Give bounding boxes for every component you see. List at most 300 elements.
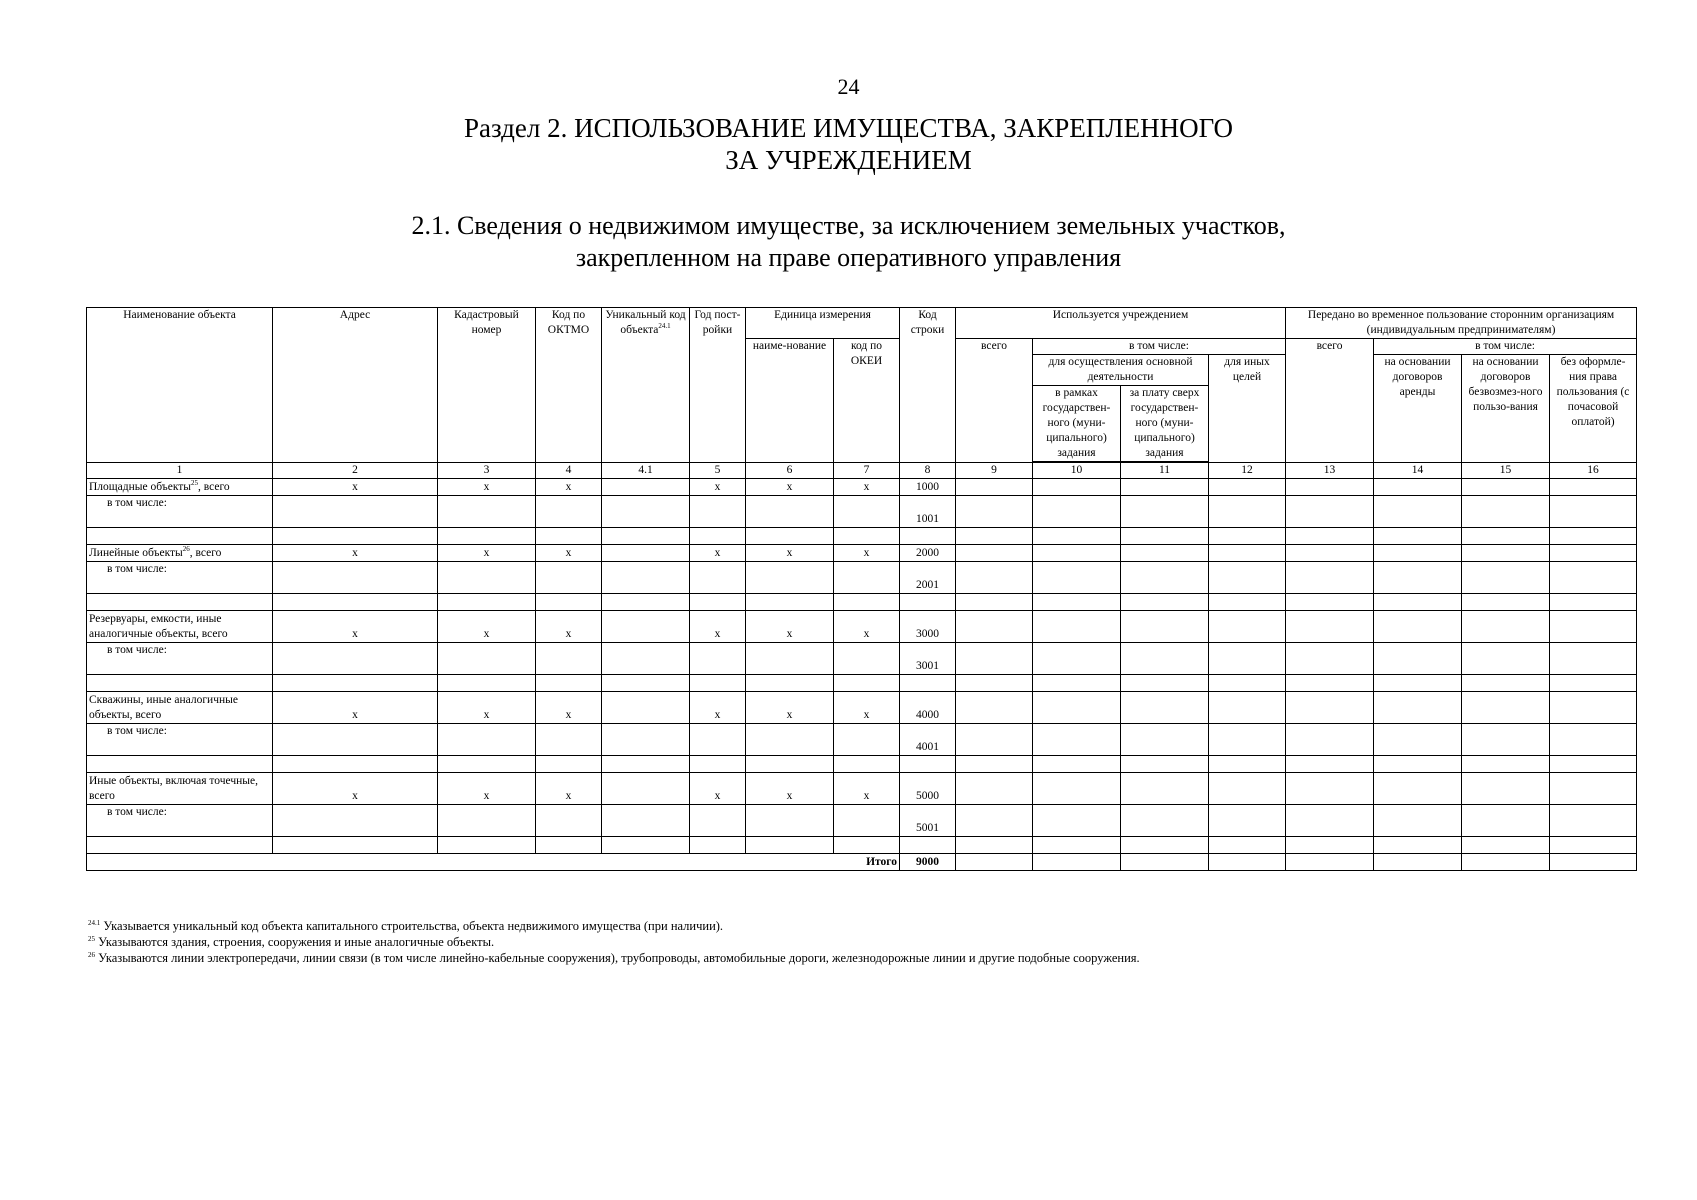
footnote-mark: 25 <box>88 934 95 943</box>
empty-cell <box>1033 854 1121 871</box>
section-title <box>0 112 1697 176</box>
footnote-mark: 26 <box>88 950 95 959</box>
empty-cell <box>1121 611 1209 643</box>
category-row <box>87 692 1637 724</box>
row-code: 5001 <box>900 805 956 837</box>
incl-label: в том числе: <box>87 496 273 528</box>
empty-cell <box>690 594 746 611</box>
empty-cell <box>1462 611 1550 643</box>
page-number: 24 <box>837 74 860 99</box>
empty-cell <box>87 837 273 854</box>
incl-label: в том числе: <box>87 805 273 837</box>
empty-cell <box>1033 805 1121 837</box>
empty-cell <box>1374 496 1462 528</box>
x-mark: x <box>273 692 438 724</box>
empty-cell <box>1121 837 1209 854</box>
empty-cell <box>602 528 690 545</box>
x-mark: x <box>746 545 834 562</box>
column-number: 8 <box>900 463 956 479</box>
empty-cell <box>1033 756 1121 773</box>
empty-cell <box>1550 611 1637 643</box>
empty-cell <box>1550 643 1637 675</box>
column-number: 15 <box>1462 463 1550 479</box>
header-used-paid: за плату сверх государствен-ного (муни-ципального) задания <box>1121 386 1209 462</box>
row-code: 4001 <box>900 724 956 756</box>
x-mark: x <box>273 479 438 496</box>
footnote-mark: 24.1 <box>88 918 101 927</box>
property-table <box>86 307 1637 871</box>
footnote-text: Указываются линии электропередачи, линии связи (в том числе линейно-кабельные сооружения), трубопроводы, автомобильные дороги, железнодорожные линии и другие подобные сооружения. <box>95 951 1140 965</box>
empty-cell <box>1374 643 1462 675</box>
x-mark: x <box>438 479 536 496</box>
header-unique-code-label: Уникальный код объекта <box>605 309 686 336</box>
empty-cell <box>1121 545 1209 562</box>
empty-cell <box>1374 528 1462 545</box>
empty-cell <box>1550 528 1637 545</box>
incl-label: в том числе: <box>87 724 273 756</box>
empty-cell <box>1209 643 1286 675</box>
empty-cell <box>273 805 438 837</box>
x-mark: x <box>746 773 834 805</box>
empty-cell <box>536 643 602 675</box>
header-cadastral: Кадастровый номер <box>438 308 536 463</box>
header-unit-okei: код по ОКЕИ <box>834 339 900 463</box>
x-mark: x <box>690 773 746 805</box>
empty-cell <box>1033 545 1121 562</box>
empty-cell <box>1121 562 1209 594</box>
category-name-suffix: , всего <box>129 709 162 721</box>
footnote <box>88 934 1628 950</box>
column-number: 7 <box>834 463 900 479</box>
empty-cell <box>1550 854 1637 871</box>
empty-cell <box>273 724 438 756</box>
empty-cell <box>956 528 1033 545</box>
empty-cell <box>602 562 690 594</box>
empty-cell <box>1462 643 1550 675</box>
empty-cell <box>1286 756 1374 773</box>
empty-cell <box>1462 805 1550 837</box>
x-mark: x <box>438 692 536 724</box>
header-used-main: для осуществления основной деятельности <box>1033 355 1209 386</box>
empty-cell <box>87 756 273 773</box>
column-number: 4 <box>536 463 602 479</box>
empty-cell <box>536 675 602 692</box>
empty-cell <box>1209 854 1286 871</box>
category-name <box>87 479 273 496</box>
empty-cell <box>900 675 956 692</box>
x-mark: x <box>536 692 602 724</box>
empty-cell <box>1462 692 1550 724</box>
empty-cell <box>834 594 900 611</box>
section-title-line2: ЗА УЧРЕЖДЕНИЕМ <box>725 145 972 175</box>
x-mark: x <box>834 611 900 643</box>
subitem-row <box>87 562 1637 594</box>
empty-cell <box>1033 562 1121 594</box>
empty-cell <box>438 837 536 854</box>
empty-cell <box>834 756 900 773</box>
empty-cell <box>1033 643 1121 675</box>
header-transferred-incl: в том числе: <box>1374 339 1637 355</box>
category-name-suffix: , всего <box>189 547 222 559</box>
empty-cell <box>1462 854 1550 871</box>
empty-cell <box>1286 675 1374 692</box>
row-code: 3001 <box>900 643 956 675</box>
empty-cell <box>690 756 746 773</box>
category-row <box>87 773 1637 805</box>
blank-row <box>87 756 1637 773</box>
empty-cell <box>1550 724 1637 756</box>
x-mark: x <box>690 611 746 643</box>
subitem-row <box>87 643 1637 675</box>
x-mark: x <box>536 773 602 805</box>
category-name-label: Скважины, иные аналогичные объекты <box>89 694 238 721</box>
empty-cell <box>438 675 536 692</box>
empty-cell <box>273 562 438 594</box>
empty-cell <box>1374 837 1462 854</box>
empty-cell <box>1550 837 1637 854</box>
empty-cell <box>1286 479 1374 496</box>
empty-cell <box>602 675 690 692</box>
empty-cell <box>834 496 900 528</box>
empty-cell <box>1374 724 1462 756</box>
empty-cell <box>1462 594 1550 611</box>
empty-cell <box>746 643 834 675</box>
empty-cell <box>1286 805 1374 837</box>
x-mark: x <box>438 773 536 805</box>
column-number: 6 <box>746 463 834 479</box>
blank-row <box>87 594 1637 611</box>
empty-cell <box>1286 643 1374 675</box>
category-row <box>87 611 1637 643</box>
footnote-ref-24-1: 24.1 <box>658 322 671 331</box>
column-number: 16 <box>1550 463 1637 479</box>
column-number: 2 <box>273 463 438 479</box>
empty-cell <box>536 724 602 756</box>
empty-cell <box>1121 675 1209 692</box>
blank-row <box>87 837 1637 854</box>
empty-cell <box>956 594 1033 611</box>
empty-cell <box>1462 528 1550 545</box>
category-name-suffix: , всего <box>196 628 228 640</box>
empty-cell <box>1033 496 1121 528</box>
table-body <box>87 479 1637 871</box>
x-mark: x <box>536 479 602 496</box>
empty-cell <box>1209 562 1286 594</box>
empty-cell <box>900 837 956 854</box>
empty-cell <box>690 528 746 545</box>
blank-row <box>87 528 1637 545</box>
empty-cell <box>1209 756 1286 773</box>
empty-cell <box>1033 692 1121 724</box>
x-mark: x <box>834 479 900 496</box>
empty-cell <box>690 837 746 854</box>
empty-cell <box>834 675 900 692</box>
empty-cell <box>536 496 602 528</box>
empty-cell <box>1033 675 1121 692</box>
empty-cell <box>602 611 690 643</box>
empty-cell <box>1462 675 1550 692</box>
subitem-row <box>87 805 1637 837</box>
empty-cell <box>273 528 438 545</box>
empty-cell <box>1286 773 1374 805</box>
empty-cell <box>746 837 834 854</box>
empty-cell <box>536 756 602 773</box>
empty-cell <box>1209 837 1286 854</box>
section-title-line1: Раздел 2. ИСПОЛЬЗОВАНИЕ ИМУЩЕСТВА, ЗАКРЕПЛЕННОГО <box>463 113 1234 143</box>
empty-cell <box>834 805 900 837</box>
empty-cell <box>900 756 956 773</box>
row-code: 2001 <box>900 562 956 594</box>
empty-cell <box>1033 611 1121 643</box>
empty-cell <box>834 724 900 756</box>
empty-cell <box>1374 594 1462 611</box>
empty-cell <box>1286 724 1374 756</box>
x-mark: x <box>746 479 834 496</box>
empty-cell <box>1033 724 1121 756</box>
column-number: 11 <box>1121 463 1209 479</box>
empty-cell <box>956 611 1033 643</box>
empty-cell <box>956 675 1033 692</box>
category-row <box>87 545 1637 562</box>
empty-cell <box>438 756 536 773</box>
category-name <box>87 773 273 805</box>
category-footnote-ref: 25 <box>191 479 199 488</box>
empty-cell <box>1462 496 1550 528</box>
empty-cell <box>602 756 690 773</box>
empty-cell <box>956 756 1033 773</box>
subitem-row <box>87 496 1637 528</box>
empty-cell <box>746 724 834 756</box>
empty-cell <box>1550 594 1637 611</box>
empty-cell <box>438 562 536 594</box>
header-used-other: для иных целей <box>1209 355 1286 463</box>
empty-cell <box>1033 479 1121 496</box>
empty-cell <box>438 594 536 611</box>
x-mark: x <box>536 611 602 643</box>
empty-cell <box>690 675 746 692</box>
empty-cell <box>956 545 1033 562</box>
empty-cell <box>956 479 1033 496</box>
empty-cell <box>1121 724 1209 756</box>
empty-cell <box>834 643 900 675</box>
empty-cell <box>956 773 1033 805</box>
empty-cell <box>273 756 438 773</box>
empty-cell <box>746 805 834 837</box>
empty-cell <box>1550 562 1637 594</box>
empty-cell <box>1550 545 1637 562</box>
empty-cell <box>1374 756 1462 773</box>
header-name: Наименование объекта <box>87 308 273 463</box>
empty-cell <box>273 594 438 611</box>
footnote-text: Указывается уникальный код объекта капитального строительства, объекта недвижимого имущества (при наличии). <box>100 919 724 933</box>
empty-cell <box>1286 611 1374 643</box>
empty-cell <box>956 805 1033 837</box>
empty-cell <box>834 562 900 594</box>
column-number: 5 <box>690 463 746 479</box>
empty-cell <box>602 643 690 675</box>
empty-cell <box>1374 545 1462 562</box>
header-unit-name: наиме-нование <box>746 339 834 463</box>
empty-cell <box>273 643 438 675</box>
header-used-state: в рамках государствен-ного (муни-ципального) задания <box>1033 386 1121 462</box>
empty-cell <box>956 854 1033 871</box>
empty-cell <box>1209 805 1286 837</box>
empty-cell <box>690 805 746 837</box>
empty-cell <box>1286 496 1374 528</box>
x-mark: x <box>746 692 834 724</box>
column-number: 4.1 <box>602 463 690 479</box>
empty-cell <box>1286 692 1374 724</box>
empty-cell <box>690 724 746 756</box>
empty-cell <box>536 562 602 594</box>
empty-cell <box>690 643 746 675</box>
empty-cell <box>1550 496 1637 528</box>
footnote-text: Указываются здания, строения, сооружения и иные аналогичные объекты. <box>95 935 495 949</box>
empty-cell <box>1209 773 1286 805</box>
column-number: 1 <box>87 463 273 479</box>
empty-cell <box>438 643 536 675</box>
empty-cell <box>1462 562 1550 594</box>
empty-cell <box>1121 854 1209 871</box>
empty-cell <box>602 805 690 837</box>
empty-cell <box>1209 496 1286 528</box>
subsection-title-line1: 2.1. Сведения о недвижимом имуществе, за исключением земельных участков, <box>411 211 1286 240</box>
column-number: 3 <box>438 463 536 479</box>
footnote <box>88 950 1628 966</box>
row-code: 1000 <box>900 479 956 496</box>
x-mark: x <box>536 545 602 562</box>
header-used-incl: в том числе: <box>1033 339 1286 355</box>
row-code: 3000 <box>900 611 956 643</box>
empty-cell <box>956 643 1033 675</box>
empty-cell <box>1550 675 1637 692</box>
empty-cell <box>1209 611 1286 643</box>
x-mark: x <box>690 545 746 562</box>
empty-cell <box>900 594 956 611</box>
empty-cell <box>1374 611 1462 643</box>
incl-label: в том числе: <box>87 562 273 594</box>
header-transferred-total: всего <box>1286 339 1374 463</box>
category-name <box>87 611 273 643</box>
empty-cell <box>746 756 834 773</box>
empty-cell <box>1209 675 1286 692</box>
column-number-row <box>87 463 1637 479</box>
empty-cell <box>746 562 834 594</box>
footnotes <box>88 918 1628 966</box>
empty-cell <box>87 594 273 611</box>
header-row-code: Код строки <box>900 308 956 463</box>
empty-cell <box>438 805 536 837</box>
column-number: 9 <box>956 463 1033 479</box>
empty-cell <box>1121 594 1209 611</box>
empty-cell <box>1121 496 1209 528</box>
total-code: 9000 <box>900 854 956 871</box>
empty-cell <box>87 528 273 545</box>
total-row <box>87 854 1637 871</box>
x-mark: x <box>746 611 834 643</box>
empty-cell <box>1374 479 1462 496</box>
header-year: Год пост-ройки <box>690 308 746 463</box>
empty-cell <box>746 675 834 692</box>
empty-cell <box>1462 756 1550 773</box>
empty-cell <box>1550 756 1637 773</box>
empty-cell <box>1121 692 1209 724</box>
empty-cell <box>956 837 1033 854</box>
empty-cell <box>1033 773 1121 805</box>
x-mark: x <box>438 545 536 562</box>
header-used-total: всего <box>956 339 1033 463</box>
empty-cell <box>1121 479 1209 496</box>
empty-cell <box>1462 837 1550 854</box>
category-name-label: Резервуары, емкости, иные аналогичные объекты <box>89 613 222 640</box>
header-transferred: Передано во временное пользование сторонним организациям (индивидуальным предпринимателям) <box>1286 308 1637 339</box>
empty-cell <box>1286 545 1374 562</box>
empty-cell <box>438 724 536 756</box>
empty-cell <box>1462 773 1550 805</box>
empty-cell <box>690 562 746 594</box>
empty-cell <box>1121 773 1209 805</box>
empty-cell <box>1286 562 1374 594</box>
empty-cell <box>1209 479 1286 496</box>
empty-cell <box>536 805 602 837</box>
category-footnote-ref: 26 <box>182 545 190 554</box>
empty-cell <box>1209 594 1286 611</box>
total-label: Итого <box>87 854 900 871</box>
empty-cell <box>1374 773 1462 805</box>
empty-cell <box>1286 594 1374 611</box>
empty-cell <box>602 479 690 496</box>
empty-cell <box>1374 692 1462 724</box>
incl-label: в том числе: <box>87 643 273 675</box>
empty-cell <box>1286 854 1374 871</box>
header-used: Используется учреждением <box>956 308 1286 339</box>
row-code: 2000 <box>900 545 956 562</box>
empty-cell <box>1374 854 1462 871</box>
empty-cell <box>1033 594 1121 611</box>
empty-cell <box>1121 805 1209 837</box>
empty-cell <box>1462 479 1550 496</box>
x-mark: x <box>834 692 900 724</box>
empty-cell <box>746 594 834 611</box>
column-numbers <box>87 463 1637 479</box>
x-mark: x <box>834 773 900 805</box>
header-unit: Единица измерения <box>746 308 900 339</box>
x-mark: x <box>690 479 746 496</box>
empty-cell <box>602 545 690 562</box>
footnote <box>88 918 1628 934</box>
category-name-label: Линейные объекты <box>89 547 183 559</box>
empty-cell <box>273 496 438 528</box>
empty-cell <box>536 594 602 611</box>
header-oktmo: Код по ОКТМО <box>536 308 602 463</box>
empty-cell <box>273 675 438 692</box>
x-mark: x <box>273 545 438 562</box>
empty-cell <box>746 528 834 545</box>
empty-cell <box>602 594 690 611</box>
empty-cell <box>956 692 1033 724</box>
empty-cell <box>536 837 602 854</box>
empty-cell <box>1209 692 1286 724</box>
row-code: 4000 <box>900 692 956 724</box>
table-header <box>87 308 1637 463</box>
header-transferred-lease: на основании договоров аренды <box>1374 355 1462 463</box>
category-name-label: Иные объекты, включая точечные <box>89 775 256 787</box>
subsection-title-line2: закрепленном на праве оперативного управления <box>575 243 1122 272</box>
category-name-suffix: , всего <box>198 481 230 493</box>
x-mark: x <box>273 611 438 643</box>
subsection-title <box>0 210 1697 274</box>
row-code: 5000 <box>900 773 956 805</box>
